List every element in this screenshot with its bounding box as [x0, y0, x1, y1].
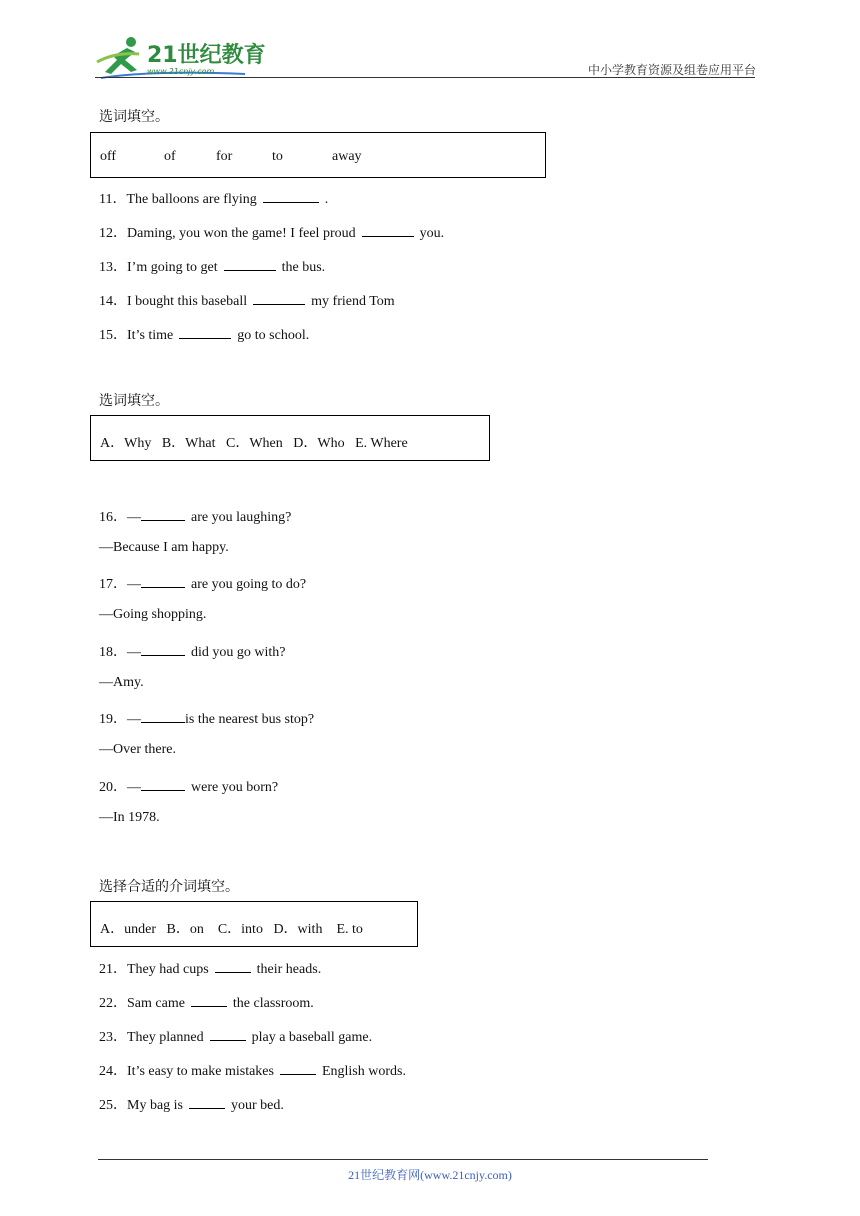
answer-18: —Amy. — [99, 675, 144, 690]
section2-word-box — [90, 415, 490, 461]
answer-blank[interactable] — [179, 324, 231, 339]
answer-blank[interactable] — [141, 708, 185, 723]
answer-17: —Going shopping. — [99, 607, 207, 622]
question-21: 21．They had cups their heads. — [99, 958, 321, 978]
answer-blank[interactable] — [362, 222, 414, 237]
answer-19: —Over there. — [99, 742, 176, 757]
answer-blank[interactable] — [253, 290, 305, 305]
answer-blank[interactable] — [280, 1060, 316, 1075]
word-options-line: A．under B．on C．into D．with E. to — [100, 922, 363, 937]
answer-blank[interactable] — [224, 256, 276, 271]
answer-blank[interactable] — [141, 641, 185, 656]
footer-link[interactable]: 21世纪教育网(www.21cnjy.com) — [348, 1168, 512, 1182]
answer-20: —In 1978. — [99, 810, 160, 825]
word-option: for — [216, 149, 233, 164]
section1-word-box — [90, 132, 546, 178]
word-option: to — [272, 149, 283, 164]
question-11: 11．The balloons are flying . — [99, 188, 328, 208]
question-17: 17．— are you going to do? — [99, 573, 306, 593]
question-12: 12．Daming, you won the game! I feel proud you. — [99, 222, 444, 242]
word-option: of — [164, 149, 176, 164]
word-option: off — [100, 149, 117, 164]
answer-blank[interactable] — [215, 958, 251, 973]
question-24: 24．It’s easy to make mistakes English words. — [99, 1060, 406, 1080]
question-18: 18．— did you go with? — [99, 641, 286, 661]
header-divider — [95, 77, 755, 78]
footer-divider — [98, 1159, 708, 1160]
answer-blank[interactable] — [263, 188, 319, 203]
question-22: 22．Sam came the classroom. — [99, 992, 314, 1012]
section1-instruction: 选词填空。 — [99, 109, 169, 125]
answer-blank[interactable] — [141, 506, 185, 521]
section2-instruction: 选词填空。 — [99, 393, 169, 409]
question-16: 16．— are you laughing? — [99, 506, 291, 526]
logo — [95, 34, 265, 80]
answer-blank[interactable] — [141, 776, 185, 791]
section3-word-box — [90, 901, 418, 947]
word-option: away — [332, 149, 362, 164]
answer-blank[interactable] — [189, 1094, 225, 1109]
answer-blank[interactable] — [141, 573, 185, 588]
question-23: 23．They planned play a baseball game. — [99, 1026, 372, 1046]
section3-instruction: 选择合适的介词填空。 — [99, 879, 239, 895]
question-15: 15．It’s time go to school. — [99, 324, 309, 344]
question-25: 25．My bag is your bed. — [99, 1094, 284, 1114]
logo-text: 21世纪教育 — [147, 43, 265, 68]
question-13: 13．I’m going to get the bus. — [99, 256, 325, 276]
answer-16: —Because I am happy. — [99, 540, 229, 555]
logo-url: www.21cnjy.com — [147, 67, 215, 76]
word-options-line: A．Why B．What C．When D．Who E. Where — [100, 436, 408, 451]
header-platform-text: 中小学教育资源及组卷应用平台 — [587, 63, 756, 77]
runner-logo-icon — [95, 34, 265, 80]
question-19: 19．— is the nearest bus stop? — [99, 708, 314, 728]
question-14: 14．I bought this baseball my friend Tom — [99, 290, 395, 310]
answer-blank[interactable] — [210, 1026, 246, 1041]
answer-blank[interactable] — [191, 992, 227, 1007]
question-20: 20．— were you born? — [99, 776, 278, 796]
